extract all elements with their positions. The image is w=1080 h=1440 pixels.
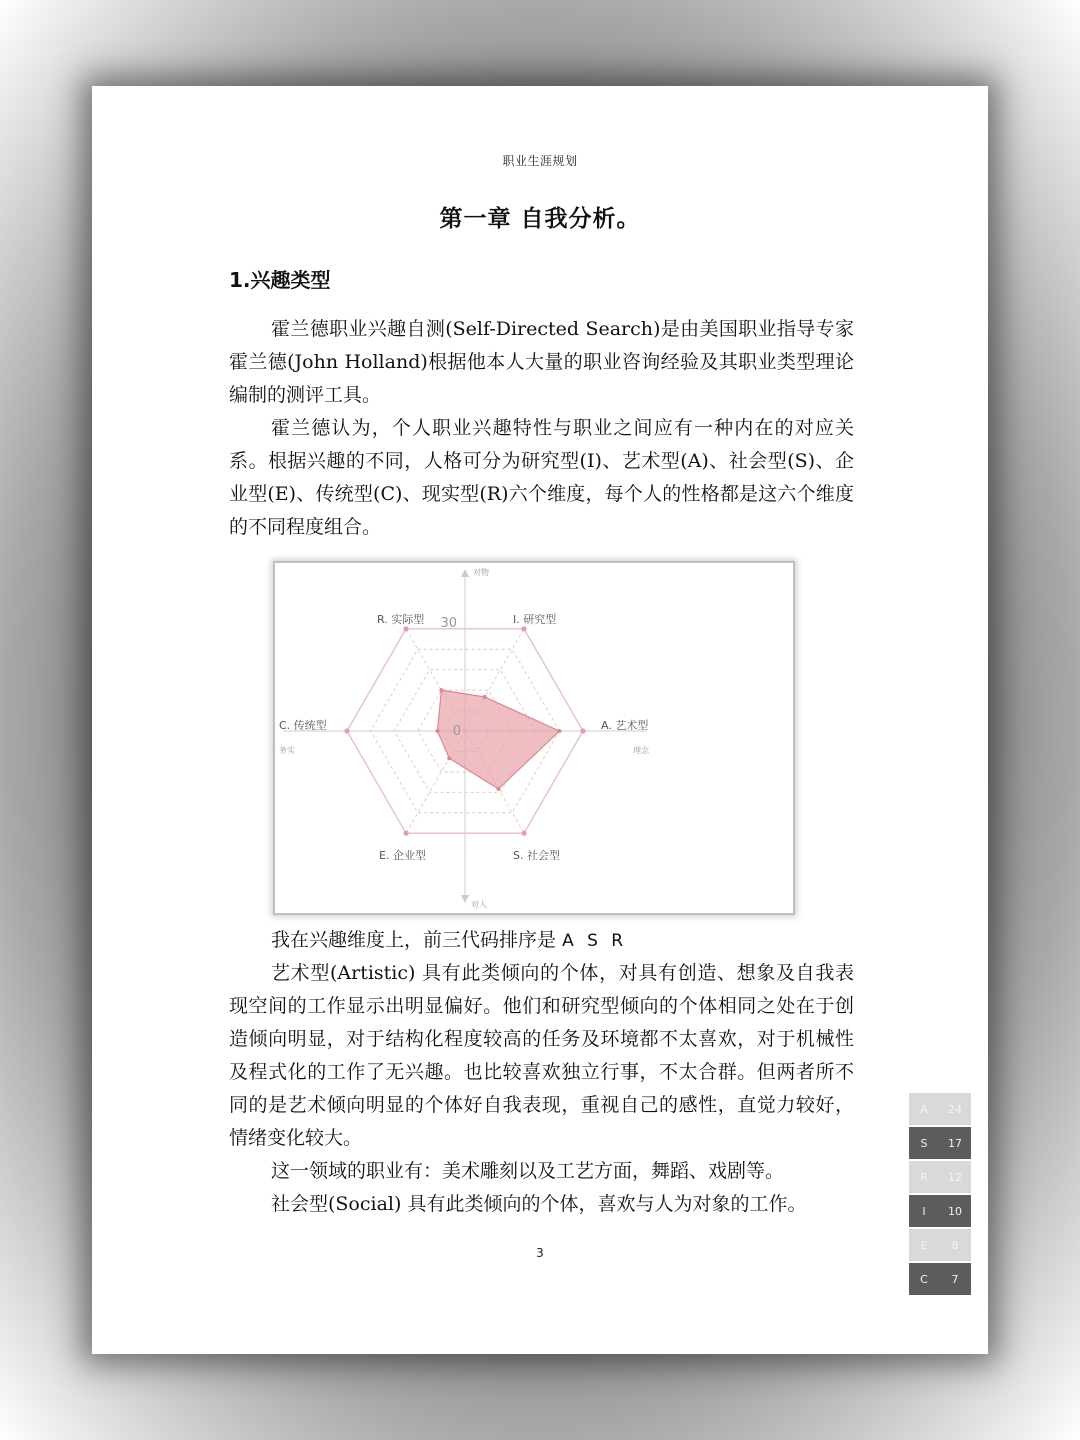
score-value: 8: [951, 1238, 959, 1252]
score-row-A: [909, 1093, 971, 1125]
vertex-dot-S: [521, 831, 526, 836]
chapter-title: 第一章 自我分析。: [439, 206, 641, 232]
vertex-dot-I: [521, 626, 526, 631]
vertex-dot-A: [580, 728, 585, 733]
score-table: [909, 1093, 971, 1297]
data-point-I: [483, 695, 487, 699]
top-codes: A S R: [562, 931, 628, 951]
data-point-E: [447, 756, 451, 760]
vertex-dot-E: [403, 831, 408, 836]
paragraph-holland-intro: 霍兰德职业兴趣自测(Self-Directed Search)是由美国职业指导专家霍兰德(John Holland)根据他本人大量的职业咨询经验及其职业类型理论编制的测评工具。: [229, 318, 854, 406]
paragraph-artistic: 艺术型(Artistic) 具有此类倾向的个体，对具有创造、想象及自我表现空间的工作显示出明显偏好。他们和研究型倾向的个体相同之处在于创造倾向明显，对于结构化程度较高的任务及环境都不太喜欢，对于机械性及程式化的工作了无兴趣。也比较喜欢独立行事，不太合群。但两者所不同的是艺术倾向明显的个体好自我表现，重视自己的感性，直觉力较好，情绪变化较大。: [229, 962, 854, 1149]
axis-label-S: S. 社会型: [513, 849, 560, 862]
score-row-S: [909, 1127, 971, 1159]
score-row-R: [909, 1161, 971, 1193]
paragraph-holland-theory: 霍兰德认为，个人职业兴趣特性与职业之间应有一种内在的对应关系。根据兴趣的不同，人格可分为研究型(I)、艺术型(A)、社会型(S)、企业型(E)、传统型(C)、现实型(R)六个维度，每个人的性格都是这六个维度的不同程度组合。: [229, 417, 854, 538]
axis-label-I: I. 研究型: [513, 613, 557, 626]
score-row-C: [909, 1263, 971, 1295]
paragraph-artistic-careers: 这一领域的职业有：美术雕刻以及工艺方面，舞蹈、戏剧等。: [271, 1160, 785, 1182]
vertex-dot-R: [403, 626, 408, 631]
paragraph-social: 社会型(Social) 具有此类倾向的个体，喜欢与人为对象的工作。: [271, 1193, 807, 1215]
document-page: [92, 86, 988, 1354]
score-row-I: [909, 1195, 971, 1227]
score-letter: A: [920, 1102, 928, 1116]
axis-arrow-bottom: [461, 895, 469, 903]
axis-arrow-top: [461, 569, 469, 577]
axis-end-label-right: 理念: [633, 746, 649, 755]
top-codes-prefix: 我在兴趣维度上，前三代码排序是: [271, 929, 557, 951]
data-point-A: [557, 729, 561, 733]
scale-max-label: 30: [440, 616, 457, 631]
score-value: 17: [948, 1136, 962, 1150]
score-value: 7: [951, 1272, 959, 1286]
scale-min-label: 0: [452, 724, 461, 739]
axis-label-E: E. 企业型: [379, 849, 426, 862]
vertex-dot-C: [344, 728, 349, 733]
paragraph-top-codes: [229, 924, 854, 958]
radar-chart-svg: [275, 563, 793, 913]
data-point-S: [496, 787, 500, 791]
axis-label-A: A. 艺术型: [601, 719, 649, 732]
axis-end-label-left: 务实: [279, 746, 295, 755]
section-heading: 1.兴趣类型: [229, 268, 331, 292]
page-number: 3: [536, 1246, 544, 1260]
data-polygon: [437, 690, 559, 789]
score-value: 24: [948, 1102, 962, 1116]
axis-label-C: C. 传统型: [279, 719, 327, 732]
data-point-R: [439, 688, 443, 692]
score-letter: E: [920, 1238, 928, 1252]
axis-end-label-bottom: 对人: [471, 900, 487, 909]
data-point-C: [435, 729, 439, 733]
score-value: 10: [948, 1204, 962, 1218]
score-value: 12: [948, 1170, 962, 1184]
score-letter: S: [920, 1136, 928, 1150]
score-letter: C: [920, 1272, 928, 1286]
score-letter: R: [920, 1170, 928, 1184]
score-letter: I: [922, 1204, 926, 1218]
axis-end-label-top: 对物: [473, 568, 489, 577]
running-header: 职业生涯规划: [502, 154, 578, 168]
axis-label-R: R. 实际型: [377, 613, 425, 626]
